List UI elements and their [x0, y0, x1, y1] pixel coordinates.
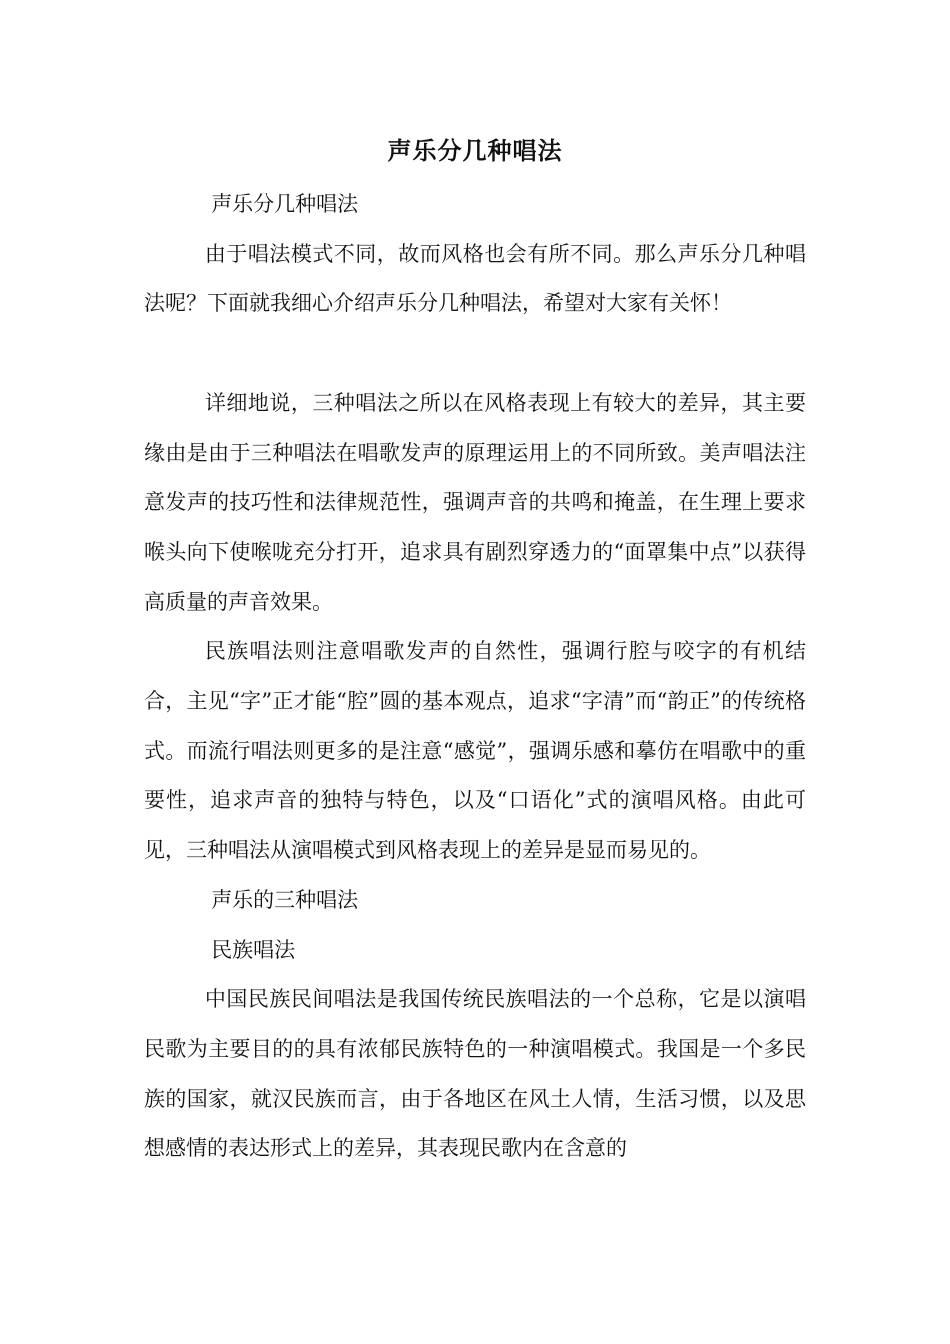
- body-paragraph-ethnic-intro: 中国民族民间唱法是我国传统民族唱法的一个总称，它是以演唱民歌为主要目的的具有浓郁民族特色的一种演唱模式。我国是一个多民族的国家，就汉民族而言，由于各地区在风土人情，生活习惯，以及思想感情的表达形式上的差异，其表现民歌内在含意的: [144, 987, 806, 1161]
- body-paragraph-ethnic-pop: 民族唱法则注意唱歌发声的自然性，强调行腔与咬字的有机结合，主见“字”正才能“腔”圆的基本观点，追求“字清”而“韵正”的传统格式。而流行唱法则更多的是注意“感觉”，强调乐感和摹仿在唱歌中的重要性，追求声音的独特与特色，以及“口语化”式的演唱风格。由此可见，三种唱法从演唱模式到风格表现上的差异是显而易见的。: [144, 639, 806, 863]
- document-title: 声乐分几种唱法: [387, 136, 563, 165]
- intro-paragraph: 由于唱法模式不同，故而风格也会有所不同。那么声乐分几种唱法呢？下面就我细心介绍声乐分几种唱法，希望对大家有关怀！: [144, 241, 806, 316]
- blank-line: [144, 329, 806, 379]
- section-heading-ethnic: 民族唱法: [211, 937, 296, 962]
- body-paragraph-differences: 详细地说，三种唱法之所以在风格表现上有较大的差异，其主要缘由是由于三种唱法在唱歌发声的原理运用上的不同所致。美声唱法注意发声的技巧性和法律规范性，强调声音的共鸣和掩盖，在生理上要求喉头向下使喉咙充分打开，追求具有剧烈穿透力的“面罩集中点”以获得高质量的声音效果。: [144, 390, 806, 614]
- document-body: [144, 180, 806, 1174]
- subtitle-paragraph: 声乐分几种唱法: [211, 192, 359, 216]
- section-heading-three-styles: 声乐的三种唱法: [211, 887, 359, 912]
